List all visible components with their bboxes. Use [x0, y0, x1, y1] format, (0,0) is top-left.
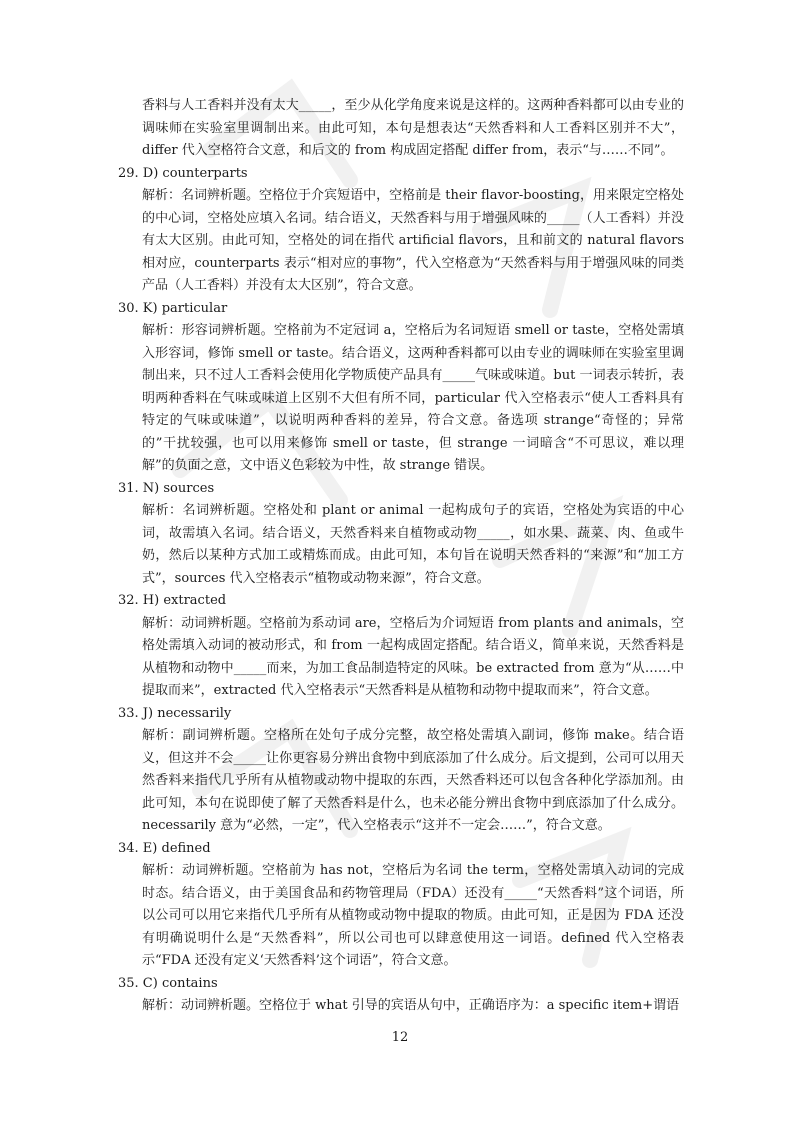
page-number: 12 — [391, 1030, 409, 1045]
answer-item-30 — [118, 298, 684, 478]
answer-title: 29. D) counterparts — [118, 165, 248, 181]
answer-title: 33. J) necessarily — [118, 705, 232, 721]
answer-analysis: 解析：名词辨析题。空格处和 plant or animal 一起构成句子的宾语，空格处为宾语的中心词，故需填入名词。结合语义，天然香料来自植物或动物_____，如水果、蔬菜、肉、鱼或牛奶，然后以某种方式加工或精炼而成。由此可知，本句旨在说明天然香料的“来源”和“加工方式”，sources 代入空格表示“植物或动物来源”，符合文意。 — [142, 503, 684, 586]
answer-item-35 — [118, 973, 684, 1018]
answer-title: 35. C) contains — [118, 975, 218, 991]
answer-title: 30. K) particular — [118, 300, 228, 316]
answer-analysis: 解析：动词辨析题。空格前为 has not，空格后为名词 the term，空格处需填入动词的完成时态。结合语义，由于美国食品和药物管理局（FDA）还没有_____“天然香料”这个词语，所以公司可以用它来指代几乎所有从植物或动物中提取的物质。由此可知，正是因为 FDA 还没有明确说明什么是“天然香料”，所以公司也可以肆意使用这一词语。defined 代入空格表示“FDA 还没有定义‘天然香料’这个词语”，符合文意。 — [142, 863, 684, 968]
answer-title: 32. H) extracted — [118, 593, 227, 608]
answer-analysis: 解析：名词辨析题。空格位于介宾短语中，空格前是 their flavor-boosting，用来限定空格处的中心词，空格处应填入名词。结合语义，天然香料与用于增强风味的_____（人工香料）并没有太大区别。由此可知，空格处的词在指代 artificial flavors，且和前文的 natural flavors 相对应，counterparts 表示“相对应的事物”，代入空格意为“天然香料与用于增强风味的同类产品（人工香料）并没有太大区别”，符合文意。 — [142, 188, 684, 293]
answer-item-34 — [118, 838, 684, 973]
answer-title: 34. E) defined — [118, 840, 211, 856]
answer-title: 31. N) sources — [118, 480, 215, 496]
answer-analysis: 解析：动词辨析题。空格前为系动词 are，空格后为介词短语 from plants and animals，空格处需填入动词的被动形式，和 from 一起构成固定搭配。结合语义，简单来说，天然香料是从植物和动物中_____而来，为加工食品制造特定的风味。be extracted from 意为“从……中提取而来”，extracted 代入空格表示“天然香料是从植物和动物中提取而来”，符合文意。 — [142, 615, 684, 698]
answer-analysis: 解析：形容词辨析题。空格前为不定冠词 a，空格后为名词短语 smell or taste，空格处需填入形容词，修饰 smell or taste。结合语义，这两种香料都可以由专业的调味师在实验室里调制出来，只不过人工香料会使用化学物质使产品具有_____气味或味道。but 一词表示转折，表明两种香料在气味或味道上区别不大但有所不同，particular 代入空格表示“使人工香料具有特定的气味或味道”，以说明两种香料的差异，符合文意。备选项 strange“奇怪的；异常的”干扰较强，也可以用来修饰 smell or taste，但 strange 一词暗含“不可思议，难以理解”的负面之意，文中语义色彩较为中性，故 strange 错误。 — [142, 323, 684, 473]
answer-item-33 — [118, 703, 684, 838]
answer-analysis: 解析：动词辨析题。空格位于 what 引导的宾语从句中，正确语序为：a specific item+谓语 — [142, 998, 680, 1013]
intro-paragraph: 香料与人工香料并没有太大_____，至少从化学角度来说是这样的。这两种香料都可以由专业的调味师在实验室里调制出来。由此可知，本句是想表达“天然香料和人工香料区别并不大”，differ 代入空格符合文意，和后文的 from 构成固定搭配 differ from，表示“与……不同”。 — [142, 98, 684, 158]
answer-item-29 — [118, 163, 684, 298]
answer-item-31 — [118, 478, 684, 591]
main-content — [118, 95, 684, 1018]
answer-item-32 — [118, 590, 684, 703]
answer-analysis: 解析：副词辨析题。空格所在处句子成分完整，故空格处需填入副词，修饰 make。结合语义，但这并不会_____让你更容易分辨出食物中到底添加了什么成分。后文提到，公司可以用天然香料来指代几乎所有从植物或动物中提取的东西，天然香料还可以包含各种化学添加剂。由此可知，本句在说即使了解了天然香料是什么，也未必能分辨出食物中到底添加了什么成分。necessarily 意为“必然，一定”，代入空格表示“这并不一定会……”，符合文意。 — [142, 728, 684, 833]
